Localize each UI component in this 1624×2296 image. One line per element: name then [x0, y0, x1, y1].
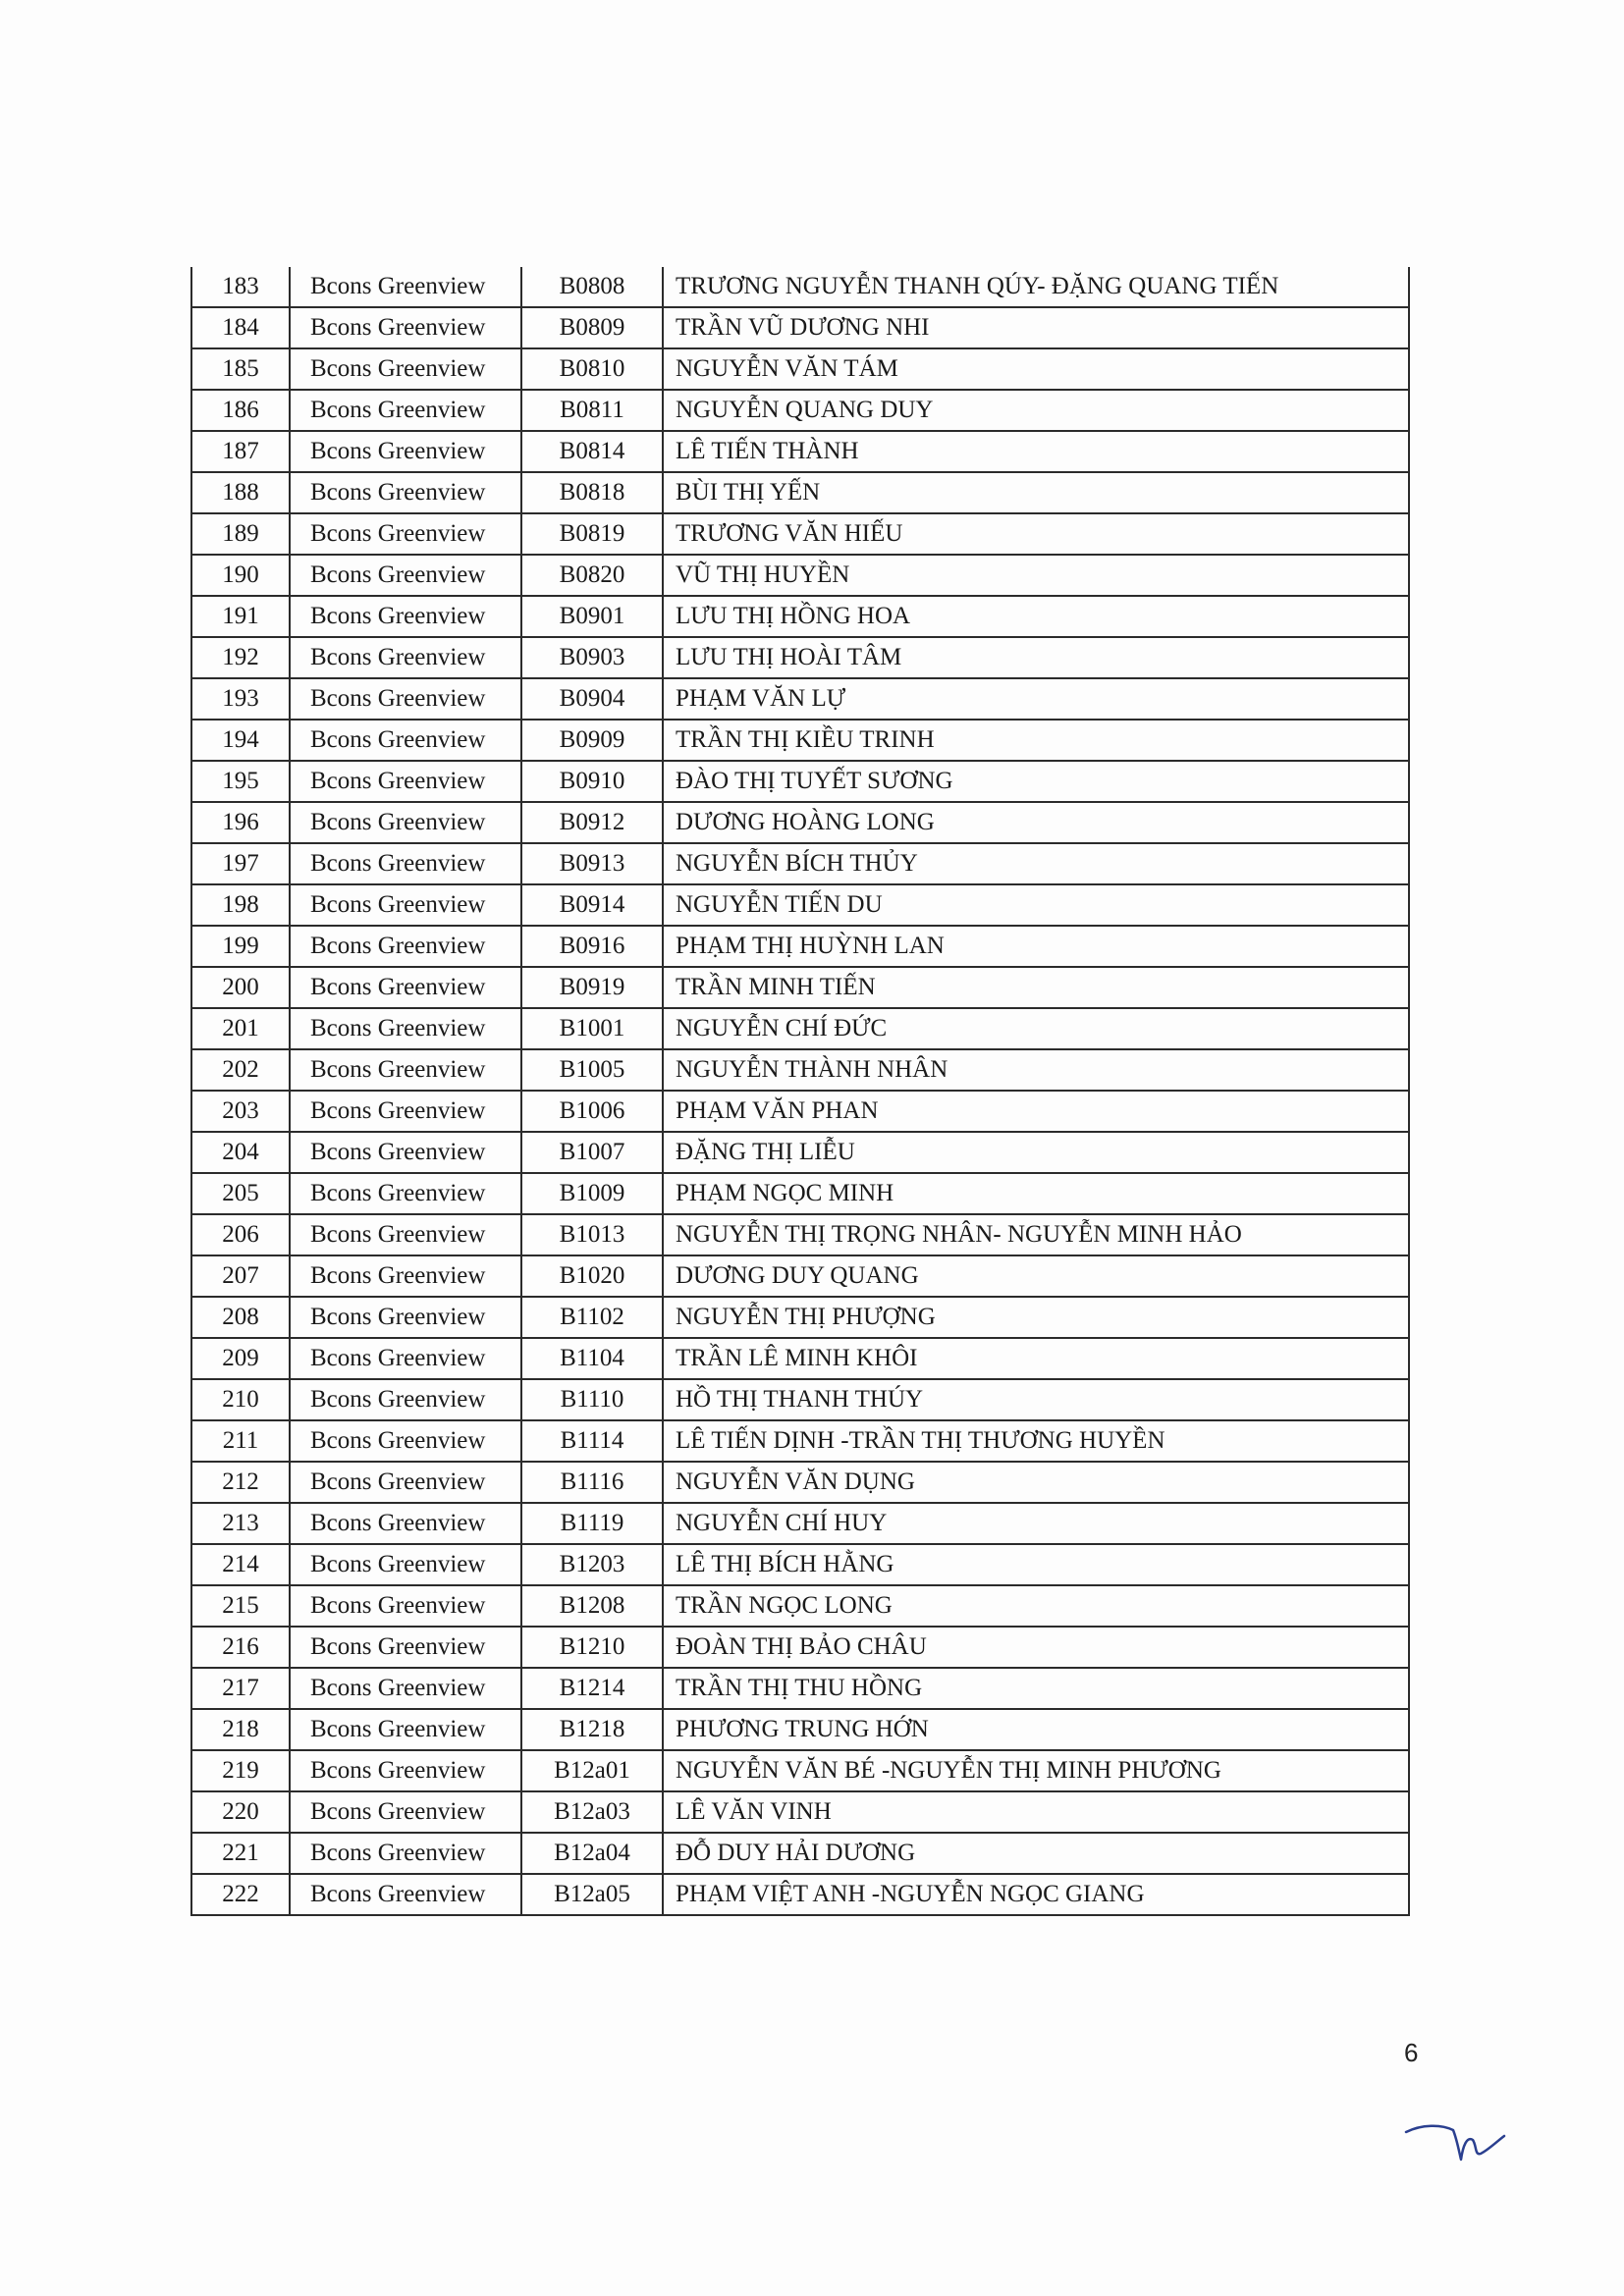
row-number-cell: 208 [191, 1297, 290, 1338]
table-row [191, 267, 1409, 307]
project-cell: Bcons Greenview [290, 513, 521, 555]
owner-name-cell: PHẠM THỊ HUỲNH LAN [663, 926, 1409, 967]
table-row [191, 1255, 1409, 1297]
owner-name-cell: NGUYỄN THÀNH NHÂN [663, 1049, 1409, 1091]
owner-name-cell: NGUYỄN THỊ PHƯỢNG [663, 1297, 1409, 1338]
owner-name-cell: TRƯƠNG NGUYỄN THANH QÚY- ĐẶNG QUANG TIẾN [663, 267, 1409, 307]
unit-code-cell: B1020 [521, 1255, 663, 1297]
owner-name-cell: LÊ VĂN VINH [663, 1791, 1409, 1833]
project-cell: Bcons Greenview [290, 678, 521, 720]
owner-name-cell: PHƯƠNG TRUNG HỚN [663, 1709, 1409, 1750]
unit-code-cell: B1208 [521, 1585, 663, 1627]
row-number-cell: 215 [191, 1585, 290, 1627]
unit-code-cell: B12a03 [521, 1791, 663, 1833]
unit-code-cell: B1114 [521, 1420, 663, 1462]
table-row [191, 884, 1409, 926]
project-cell: Bcons Greenview [290, 1668, 521, 1709]
row-number-cell: 202 [191, 1049, 290, 1091]
unit-code-cell: B12a01 [521, 1750, 663, 1791]
project-cell: Bcons Greenview [290, 1008, 521, 1049]
table-row [191, 720, 1409, 761]
project-cell: Bcons Greenview [290, 1049, 521, 1091]
project-cell: Bcons Greenview [290, 1379, 521, 1420]
owner-name-cell: BÙI THỊ YẾN [663, 472, 1409, 513]
unit-code-cell: B0912 [521, 802, 663, 843]
owner-name-cell: PHẠM VĂN PHAN [663, 1091, 1409, 1132]
row-number-cell: 189 [191, 513, 290, 555]
unit-code-cell: B0903 [521, 637, 663, 678]
project-cell: Bcons Greenview [290, 926, 521, 967]
unit-code-cell: B12a05 [521, 1874, 663, 1915]
row-number-cell: 200 [191, 967, 290, 1008]
unit-code-cell: B1110 [521, 1379, 663, 1420]
owner-table [190, 267, 1410, 1916]
owner-name-cell: TRẦN THỊ KIỀU TRINH [663, 720, 1409, 761]
table-row [191, 348, 1409, 390]
project-cell: Bcons Greenview [290, 884, 521, 926]
row-number-cell: 187 [191, 431, 290, 472]
row-number-cell: 221 [191, 1833, 290, 1874]
project-cell: Bcons Greenview [290, 1791, 521, 1833]
row-number-cell: 192 [191, 637, 290, 678]
table-row [191, 1008, 1409, 1049]
table-row [191, 431, 1409, 472]
project-cell: Bcons Greenview [290, 472, 521, 513]
project-cell: Bcons Greenview [290, 802, 521, 843]
unit-code-cell: B0919 [521, 967, 663, 1008]
row-number-cell: 184 [191, 307, 290, 348]
row-number-cell: 198 [191, 884, 290, 926]
unit-code-cell: B1104 [521, 1338, 663, 1379]
unit-code-cell: B1218 [521, 1709, 663, 1750]
project-cell: Bcons Greenview [290, 637, 521, 678]
project-cell: Bcons Greenview [290, 720, 521, 761]
owner-name-cell: NGUYỄN TIẾN DU [663, 884, 1409, 926]
owner-name-cell: HỒ THỊ THANH THÚY [663, 1379, 1409, 1420]
owner-name-cell: LƯU THỊ HỒNG HOA [663, 596, 1409, 637]
owner-name-cell: PHẠM VĂN LỰ [663, 678, 1409, 720]
row-number-cell: 213 [191, 1503, 290, 1544]
project-cell: Bcons Greenview [290, 307, 521, 348]
owner-table-body [191, 267, 1409, 1915]
row-number-cell: 212 [191, 1462, 290, 1503]
row-number-cell: 217 [191, 1668, 290, 1709]
table-row [191, 1091, 1409, 1132]
unit-code-cell: B12a04 [521, 1833, 663, 1874]
row-number-cell: 195 [191, 761, 290, 802]
row-number-cell: 196 [191, 802, 290, 843]
table-row [191, 596, 1409, 637]
table-row [191, 1627, 1409, 1668]
row-number-cell: 188 [191, 472, 290, 513]
unit-code-cell: B0913 [521, 843, 663, 884]
owner-name-cell: NGUYỄN VĂN DỤNG [663, 1462, 1409, 1503]
row-number-cell: 197 [191, 843, 290, 884]
owner-name-cell: ĐẶNG THỊ LIỄU [663, 1132, 1409, 1173]
project-cell: Bcons Greenview [290, 843, 521, 884]
row-number-cell: 209 [191, 1338, 290, 1379]
unit-code-cell: B0820 [521, 555, 663, 596]
unit-code-cell: B1210 [521, 1627, 663, 1668]
unit-code-cell: B0914 [521, 884, 663, 926]
row-number-cell: 220 [191, 1791, 290, 1833]
signature-mark [1402, 2110, 1530, 2169]
project-cell: Bcons Greenview [290, 1833, 521, 1874]
owner-name-cell: LƯU THỊ HOÀI TÂM [663, 637, 1409, 678]
unit-code-cell: B0904 [521, 678, 663, 720]
unit-code-cell: B0818 [521, 472, 663, 513]
project-cell: Bcons Greenview [290, 1585, 521, 1627]
row-number-cell: 214 [191, 1544, 290, 1585]
owner-name-cell: NGUYỄN CHÍ HUY [663, 1503, 1409, 1544]
owner-name-cell: TRẦN THỊ THU HỒNG [663, 1668, 1409, 1709]
unit-code-cell: B1009 [521, 1173, 663, 1214]
unit-code-cell: B0810 [521, 348, 663, 390]
owner-name-cell: NGUYỄN VĂN BÉ -NGUYỄN THỊ MINH PHƯƠNG [663, 1750, 1409, 1791]
unit-code-cell: B0910 [521, 761, 663, 802]
unit-code-cell: B1001 [521, 1008, 663, 1049]
table-row [191, 472, 1409, 513]
row-number-cell: 205 [191, 1173, 290, 1214]
project-cell: Bcons Greenview [290, 1503, 521, 1544]
row-number-cell: 201 [191, 1008, 290, 1049]
owner-name-cell: TRẦN NGỌC LONG [663, 1585, 1409, 1627]
unit-code-cell: B1006 [521, 1091, 663, 1132]
table-row [191, 843, 1409, 884]
project-cell: Bcons Greenview [290, 1420, 521, 1462]
project-cell: Bcons Greenview [290, 1173, 521, 1214]
table-row [191, 926, 1409, 967]
table-row [191, 1503, 1409, 1544]
project-cell: Bcons Greenview [290, 431, 521, 472]
owner-name-cell: NGUYỄN THỊ TRỌNG NHÂN- NGUYỄN MINH HẢO [663, 1214, 1409, 1255]
table-row [191, 1668, 1409, 1709]
project-cell: Bcons Greenview [290, 267, 521, 307]
row-number-cell: 210 [191, 1379, 290, 1420]
project-cell: Bcons Greenview [290, 1214, 521, 1255]
owner-name-cell: NGUYỄN CHÍ ĐỨC [663, 1008, 1409, 1049]
row-number-cell: 199 [191, 926, 290, 967]
row-number-cell: 186 [191, 390, 290, 431]
owner-name-cell: NGUYỄN BÍCH THỦY [663, 843, 1409, 884]
project-cell: Bcons Greenview [290, 967, 521, 1008]
table-row [191, 678, 1409, 720]
table-row [191, 1462, 1409, 1503]
table-row [191, 390, 1409, 431]
table-row [191, 513, 1409, 555]
table-row [191, 1750, 1409, 1791]
row-number-cell: 190 [191, 555, 290, 596]
unit-code-cell: B1005 [521, 1049, 663, 1091]
project-cell: Bcons Greenview [290, 1462, 521, 1503]
unit-code-cell: B1116 [521, 1462, 663, 1503]
row-number-cell: 218 [191, 1709, 290, 1750]
page-number: 6 [1404, 2038, 1419, 2067]
table-row [191, 1338, 1409, 1379]
project-cell: Bcons Greenview [290, 1297, 521, 1338]
project-cell: Bcons Greenview [290, 1544, 521, 1585]
table-row [191, 802, 1409, 843]
unit-code-cell: B0901 [521, 596, 663, 637]
row-number-cell: 206 [191, 1214, 290, 1255]
owner-name-cell: PHẠM VIỆT ANH -NGUYỄN NGỌC GIANG [663, 1874, 1409, 1915]
owner-name-cell: DƯƠNG HOÀNG LONG [663, 802, 1409, 843]
owner-name-cell: PHẠM NGỌC MINH [663, 1173, 1409, 1214]
owner-name-cell: TRẦN VŨ DƯƠNG NHI [663, 307, 1409, 348]
project-cell: Bcons Greenview [290, 1255, 521, 1297]
table-row [191, 1297, 1409, 1338]
project-cell: Bcons Greenview [290, 1627, 521, 1668]
row-number-cell: 216 [191, 1627, 290, 1668]
table-row [191, 1173, 1409, 1214]
owner-name-cell: ĐÀO THỊ TUYẾT SƯƠNG [663, 761, 1409, 802]
unit-code-cell: B0811 [521, 390, 663, 431]
table-row [191, 1420, 1409, 1462]
table-row [191, 761, 1409, 802]
table-row [191, 555, 1409, 596]
row-number-cell: 211 [191, 1420, 290, 1462]
table-row [191, 1709, 1409, 1750]
project-cell: Bcons Greenview [290, 761, 521, 802]
row-number-cell: 183 [191, 267, 290, 307]
unit-code-cell: B0909 [521, 720, 663, 761]
owner-name-cell: NGUYỄN QUANG DUY [663, 390, 1409, 431]
row-number-cell: 191 [191, 596, 290, 637]
table-row [191, 1791, 1409, 1833]
table-row [191, 1214, 1409, 1255]
project-cell: Bcons Greenview [290, 1709, 521, 1750]
row-number-cell: 193 [191, 678, 290, 720]
row-number-cell: 222 [191, 1874, 290, 1915]
row-number-cell: 207 [191, 1255, 290, 1297]
table-row [191, 967, 1409, 1008]
row-number-cell: 194 [191, 720, 290, 761]
owner-name-cell: LÊ THỊ BÍCH HẰNG [663, 1544, 1409, 1585]
owner-name-cell: VŨ THỊ HUYỀN [663, 555, 1409, 596]
project-cell: Bcons Greenview [290, 1091, 521, 1132]
unit-code-cell: B1214 [521, 1668, 663, 1709]
unit-code-cell: B0808 [521, 267, 663, 307]
owner-name-cell: ĐỖ DUY HẢI DƯƠNG [663, 1833, 1409, 1874]
project-cell: Bcons Greenview [290, 1874, 521, 1915]
project-cell: Bcons Greenview [290, 1132, 521, 1173]
row-number-cell: 203 [191, 1091, 290, 1132]
table-row [191, 307, 1409, 348]
unit-code-cell: B1203 [521, 1544, 663, 1585]
table-row [191, 637, 1409, 678]
owner-name-cell: ĐOÀN THỊ BẢO CHÂU [663, 1627, 1409, 1668]
row-number-cell: 219 [191, 1750, 290, 1791]
table-row [191, 1049, 1409, 1091]
unit-code-cell: B0814 [521, 431, 663, 472]
table-row [191, 1132, 1409, 1173]
project-cell: Bcons Greenview [290, 596, 521, 637]
owner-name-cell: TRẦN LÊ MINH KHÔI [663, 1338, 1409, 1379]
owner-name-cell: TRƯƠNG VĂN HIẾU [663, 513, 1409, 555]
table-row [191, 1585, 1409, 1627]
project-cell: Bcons Greenview [290, 1750, 521, 1791]
table-row [191, 1833, 1409, 1874]
owner-name-cell: LÊ TIẾN DỊNH -TRẦN THỊ THƯƠNG HUYỀN [663, 1420, 1409, 1462]
table-row [191, 1544, 1409, 1585]
unit-code-cell: B1013 [521, 1214, 663, 1255]
owner-name-cell: TRẦN MINH TIẾN [663, 967, 1409, 1008]
unit-code-cell: B1102 [521, 1297, 663, 1338]
unit-code-cell: B0916 [521, 926, 663, 967]
owner-name-cell: NGUYỄN VĂN TÁM [663, 348, 1409, 390]
unit-code-cell: B1007 [521, 1132, 663, 1173]
owner-name-cell: LÊ TIẾN THÀNH [663, 431, 1409, 472]
row-number-cell: 204 [191, 1132, 290, 1173]
unit-code-cell: B1119 [521, 1503, 663, 1544]
table-row [191, 1874, 1409, 1915]
row-number-cell: 185 [191, 348, 290, 390]
table-row [191, 1379, 1409, 1420]
unit-code-cell: B0819 [521, 513, 663, 555]
project-cell: Bcons Greenview [290, 1338, 521, 1379]
owner-name-cell: DƯƠNG DUY QUANG [663, 1255, 1409, 1297]
unit-code-cell: B0809 [521, 307, 663, 348]
project-cell: Bcons Greenview [290, 348, 521, 390]
project-cell: Bcons Greenview [290, 390, 521, 431]
project-cell: Bcons Greenview [290, 555, 521, 596]
